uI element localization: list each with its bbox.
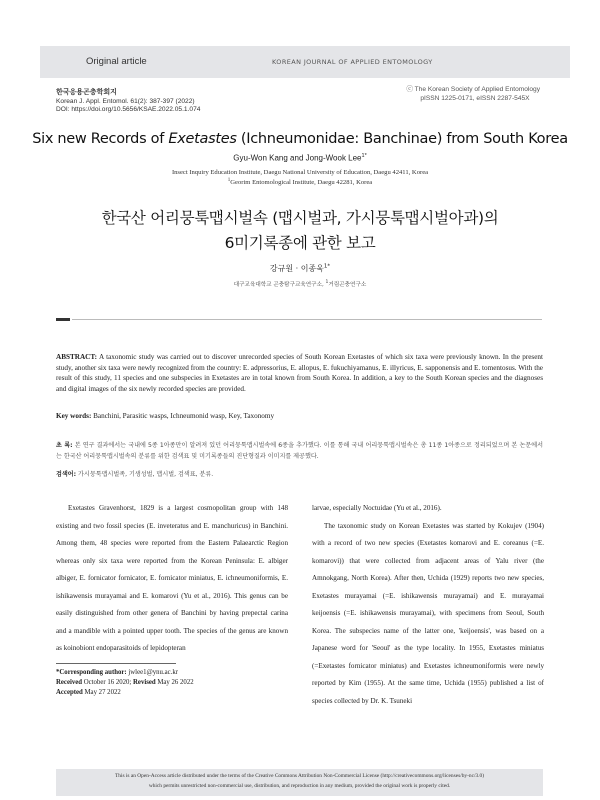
section-divider-thin — [72, 319, 542, 320]
title-en-after: (Ichneumonidae: Banchinae) from South Korea — [236, 131, 568, 147]
affiliation-en-2 — [0, 178, 600, 186]
keywords-label: Key words: — [56, 412, 92, 420]
keywords-text: Banchini, Parasitic wasps, Ichneumonid wasp, Key, Taxonomy — [91, 412, 275, 420]
revised-date: May 26 2022 — [155, 679, 194, 686]
affiliation-ko-second: 거림곤충연구소 — [328, 282, 367, 288]
abstract-ko-label: 초 록: — [56, 442, 73, 449]
citation: Korean J. Appl. Entomol. 61(2): 387-397 (2022) — [56, 97, 195, 105]
footnote-divider — [56, 663, 176, 664]
title-ko-line1: 한국산 어리뭉툭맵시벌속 (맵시벌과, 가시뭉툭맵시벌아과)의 — [101, 209, 499, 227]
copyright: ⓒ The Korean Society of Applied Entomology — [406, 86, 540, 93]
body-left-paragraph: Exetastes Gravenhorst, 1829 is a largest cosmopolitan group with 148 existing and two fossil species (E. inveteratus and E. manchuricus) in Banchini. Among them, 48 species were reported from the Eastern Palaearctic Region whereas only six taxa were reported from the Korean Peninsula: E. albiger albiger, E. fornicator fornicator, E. fornicator miniatus, E. ichneumoniformis, E. ishikawensis murayamai and E. komarovi (Yu et al., 2016). This genus can be easily distinguished from other genera of Banchini by having prepectal carina and a mandible with a pointed upper tooth. The species of the genus are known as koinobiont endoparasitoids of lepidopteran — [56, 504, 288, 652]
abstract-ko-text: 본 연구 결과에서는 국내에 5종 1아종만이 알려져 있던 어리뭉툭맵시벌속에 6종을 추가했다. 이를 통해 국내 어리뭉툭맵시벌속은 총 11종 1아종으로 정리되었으며 본 논문에서는 한국산 어리뭉툭맵시벌속의 분류를 위한 검색표 및 미기록종들의 진단형질과 이미지를 제공했다. — [56, 442, 543, 460]
accepted-label: Accepted — [56, 689, 83, 696]
citation-block — [56, 89, 200, 115]
affiliation-en-1-text: Insect Inquiry Education Institute, Daegu National University of Education, Daegu 42411, Korea — [171, 169, 429, 177]
footnote-block — [56, 668, 194, 698]
accepted-date: May 27 2022 — [82, 689, 121, 696]
authors-en — [0, 153, 600, 163]
authors-ko-marker: 1* — [323, 263, 331, 270]
affiliation-en-2-text: Georim Entomological Institute, Daegu 42281, Korea — [230, 179, 373, 187]
abstract-text: A taxonomic study was carried out to discover unrecorded species of South Korean Exetastes of which six taxa were previously known. In the present study, another six taxa were newly recognized from the country: E. adpressorius, E. allopus, E. fukuchiyamanus, E. illyricus, E. sapponensis and E. tomentosus. With the result of this study, 11 species and one subspecies in Exetastes are in total known from South Korea. In addition, a key to the South Korean species and the diagnoses and digital images of the six newly recorded species are provided. — [56, 353, 543, 393]
accepted — [56, 688, 194, 698]
header-bar — [40, 46, 570, 78]
authors-ko — [0, 263, 600, 274]
abstract-ko — [56, 440, 543, 462]
corresponding-author — [56, 668, 194, 678]
license-line-2: which permits unrestricted non-commercial use, distribution, and reproduction in any medium, provided the original work is properly cited. — [148, 783, 451, 789]
body-right-paragraph-2: The taxonomic study on Korean Exetastes was started by Kokujev (1904) with a record of two new species (Exetastes komarovi and E. coreanus (=E. komarovi)) that were collected from adjacent areas of Yalu river (the Amnokgang, North Korea). After then, Uchida (1929) reports two new species, Exetastes murayamai (=E. ishikawensis murayamai) and E. murayamai keijoensis (=E. ishikawensis murayamai), with specimens from Seoul, South Korea. The subspecies name of the latter one, 'keijoensis', was based on a Japanese word for 'Seoul' as the type locality. In 1955, Exetastes miniatus (=Exetastes fornicator miniatus) and Exetastes ichneumoniformis were newly reported by Kim (1955). At the same time, Uchida (1955) published a list of species collected by Dr. K. Tsuneki — [312, 521, 544, 705]
title-en-before: Six new Records of — [32, 131, 169, 147]
revised-label: Revised — [133, 679, 156, 686]
keywords-en — [56, 412, 543, 420]
article-title-en — [0, 131, 600, 147]
abstract-label: ABSTRACT: — [56, 353, 98, 361]
affiliation-en-2-marker: 1 — [227, 178, 231, 183]
affiliation-en-1 — [0, 168, 600, 176]
article-type-label: Original article — [86, 56, 147, 67]
keywords-ko-label: 검색어: — [56, 471, 77, 478]
issn: pISSN 1225-0171, eISSN 2287-545X — [420, 94, 530, 102]
keywords-ko-text: 가시뭉툭맵시벌족, 기생성벌, 맵시벌, 검색표, 분류. — [76, 471, 214, 478]
license-line-1: This is an Open-Access article distributed under the terms of the Creative Commons Attribution Non-Commercial License (http://creativecommons.org/licenses/by-nc/3.0) — [114, 773, 485, 779]
received-label: Received — [56, 679, 83, 686]
journal-korean-name: 한국응용곤충학회지 — [56, 89, 117, 96]
title-en-genus: Exetastes — [168, 131, 237, 147]
authors-en-marker: 1* — [361, 153, 367, 159]
authors-en-names: Gyu-Won Kang and Jong-Wook Lee — [233, 153, 362, 163]
body-right-paragraph-1: larvae, especially Noctuidae (Yu et al., 2016). — [312, 504, 442, 512]
corresponding-email[interactable]: jwlee1@ynu.ac.kr — [126, 669, 179, 676]
affiliations-ko — [0, 280, 600, 288]
received-revised — [56, 678, 194, 688]
body-column-right — [312, 500, 544, 710]
journal-name: KOREAN JOURNAL OF APPLIED ENTOMOLOGY — [272, 58, 433, 66]
article-title-ko — [0, 206, 600, 256]
abstract-en — [56, 352, 543, 394]
title-ko-line2: 6미기록종에 관한 보고 — [224, 234, 376, 252]
body-column-left — [56, 500, 288, 658]
doi-link[interactable]: DOI: https://doi.org/10.5656/KSAE.2022.05.1.074 — [56, 106, 201, 113]
copyright-block — [406, 86, 540, 103]
affiliation-ko-first: 대구교육대학교 곤충탐구교육연구소, — [233, 282, 326, 288]
received-date: October 16 2020; — [82, 679, 134, 686]
license-notice — [56, 769, 543, 796]
section-divider-thick — [56, 318, 70, 321]
authors-ko-names: 강규원 · 이종욱 — [269, 264, 324, 273]
keywords-ko — [56, 469, 543, 478]
affiliation-ko-marker: 1 — [325, 280, 329, 286]
corresponding-label: *Corresponding author: — [56, 669, 127, 676]
